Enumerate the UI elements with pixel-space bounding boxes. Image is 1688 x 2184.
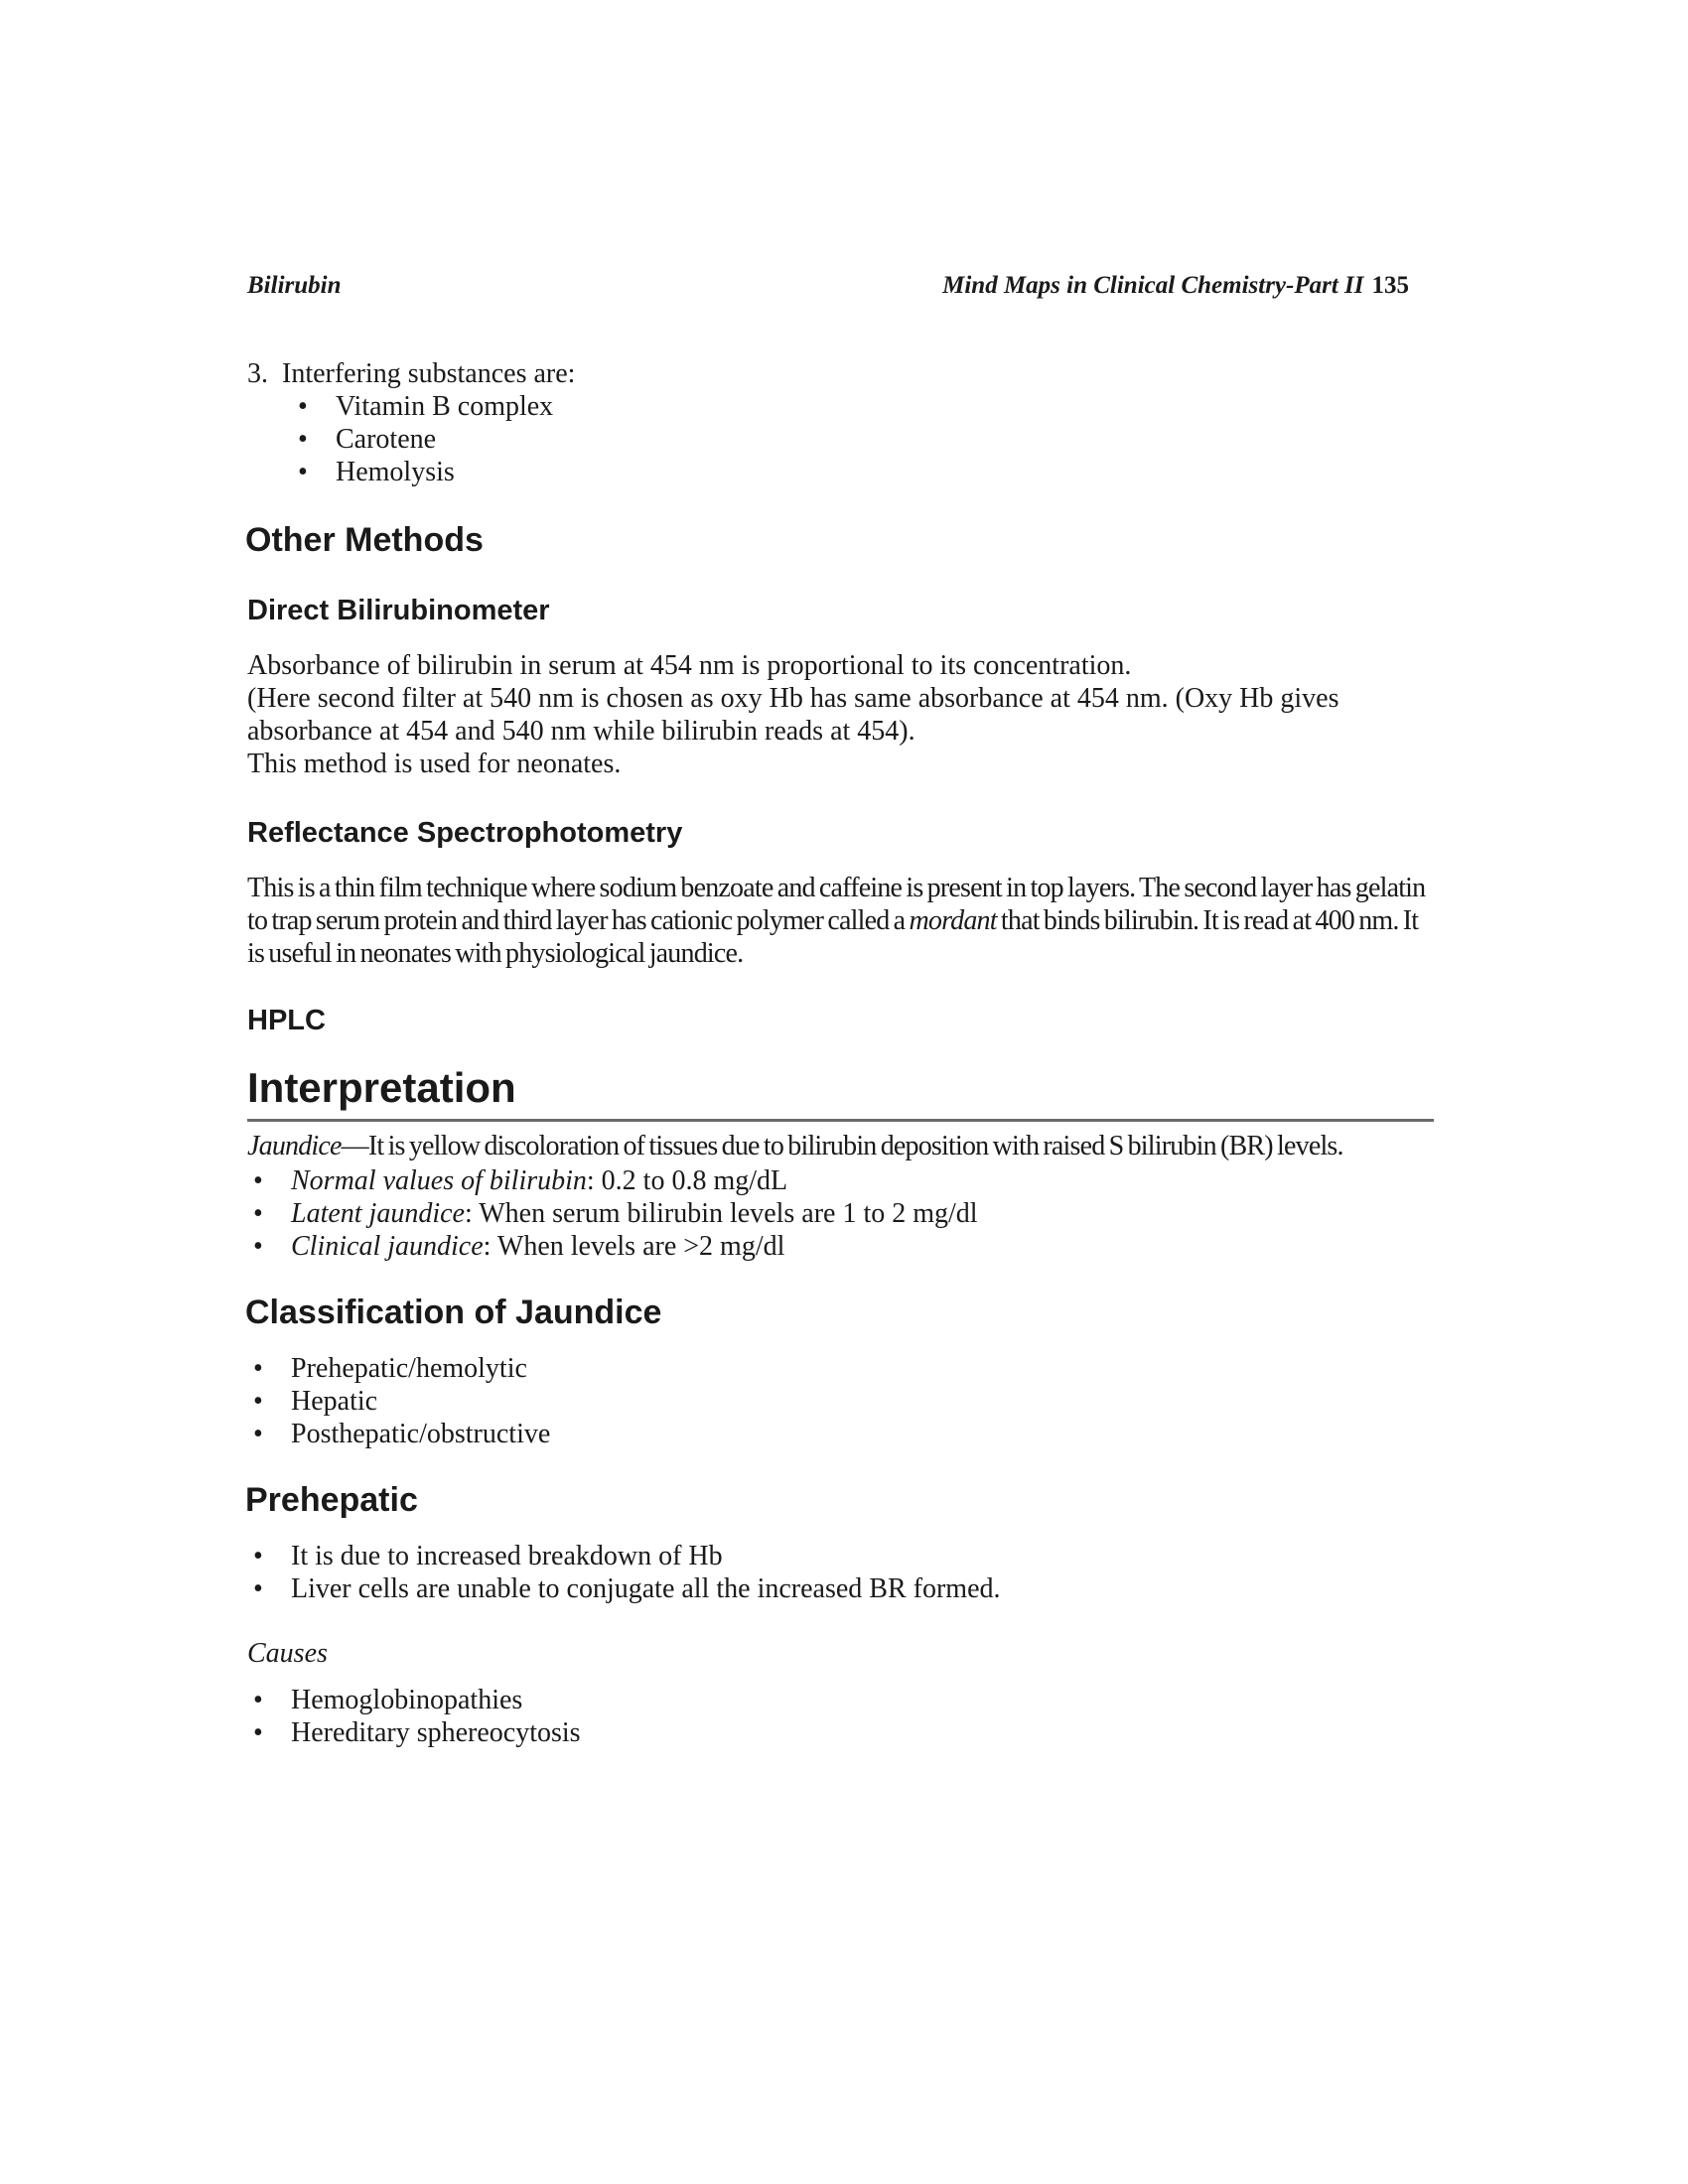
causes-label: Causes (247, 1638, 328, 1669)
jaundice-definition-text: —It is yellow discoloration of tissues due to bilirubin deposition with raised S bilirubin (BR) levels. (341, 1131, 1343, 1161)
list-item: • Liver cells are unable to conjugate all the increased BR formed. (247, 1572, 1434, 1605)
bilirubin-levels-list (247, 1164, 1434, 1263)
list-item: • Prehepatic/hemolytic (247, 1352, 1434, 1385)
subheading-reflectance-spectrophotometry: Reflectance Spectrophotometry (247, 817, 683, 849)
list-item: • It is due to increased breakdown of Hb (247, 1540, 1434, 1572)
list-item (247, 1164, 1434, 1197)
section-heading-prehepatic: Prehepatic (245, 1481, 418, 1519)
jaundice-definition (247, 1130, 1434, 1162)
term: Latent jaundice (291, 1198, 465, 1229)
term: Clinical jaundice (291, 1231, 484, 1262)
page-number: 135 (1371, 272, 1409, 299)
direct-bilirubinometer-text (247, 649, 1434, 780)
definition: : When levels are >2 mg/dl (483, 1231, 785, 1262)
interfering-section (247, 357, 1434, 488)
term: Normal values of bilirubin (291, 1165, 587, 1196)
item-number: 3. (247, 358, 268, 389)
interfering-intro: Interfering substances are: (282, 358, 576, 389)
causes-list (247, 1684, 1434, 1749)
list-item: • Carotene (292, 423, 1434, 456)
header-book-title (942, 272, 1409, 300)
paragraph: This method is used for neonates. (247, 749, 622, 779)
subheading-hplc: HPLC (247, 1005, 326, 1036)
header-book-name: Mind Maps in Clinical Chemistry-Part II (942, 272, 1364, 299)
definition: : When serum bilirubin levels are 1 to 2 mg/dl (464, 1198, 978, 1229)
list-item: • Posthepatic/obstructive (247, 1418, 1434, 1450)
reflectance-text-part-1: This is a thin film technique where sodium benzoate and caffeine is present in top layers. The second layer has gelatin to trap serum protein and third layer has cationic polymer called a (247, 873, 1426, 936)
reflectance-paragraph (247, 872, 1434, 970)
list-item: • Vitamin B complex (292, 390, 1434, 423)
page-body (247, 357, 1434, 1749)
section-heading-other-methods: Other Methods (245, 521, 484, 559)
running-header (247, 272, 1409, 308)
section-heading-interpretation: Interpretation (247, 1064, 516, 1111)
reflectance-text-part-2: that binds bilirubin. It is read at 400 nm. It is useful in neonates with physiological jaundice. (247, 905, 1419, 969)
list-item (247, 1197, 1434, 1230)
list-item: • Hemolysis (292, 456, 1434, 488)
list-item (247, 1230, 1434, 1263)
prehepatic-list (247, 1540, 1434, 1605)
classification-list (247, 1352, 1434, 1450)
definition: : 0.2 to 0.8 mg/dL (586, 1165, 788, 1196)
paragraph: (Here second filter at 540 nm is chosen as oxy Hb has same absorbance at 454 nm. (Oxy Hb gives absorbance at 454 and 540 nm while bilirubin reads at 454). (247, 683, 1339, 747)
interfering-list (247, 390, 1434, 488)
list-item: • Hemoglobinopathies (247, 1684, 1434, 1716)
section-heading-classification: Classification of Jaundice (245, 1294, 662, 1331)
heading-rule (247, 1119, 1434, 1122)
reflectance-term-mordant: mordant (909, 905, 997, 936)
paragraph: Absorbance of bilirubin in serum at 454 nm is proportional to its concentration. (247, 650, 1132, 681)
header-chapter-title: Bilirubin (247, 272, 342, 299)
numbered-item (247, 357, 1434, 390)
subheading-direct-bilirubinometer: Direct Bilirubinometer (247, 595, 550, 626)
list-item: • Hereditary sphereocytosis (247, 1716, 1434, 1749)
list-item: • Hepatic (247, 1385, 1434, 1418)
jaundice-term: Jaundice (247, 1131, 342, 1161)
